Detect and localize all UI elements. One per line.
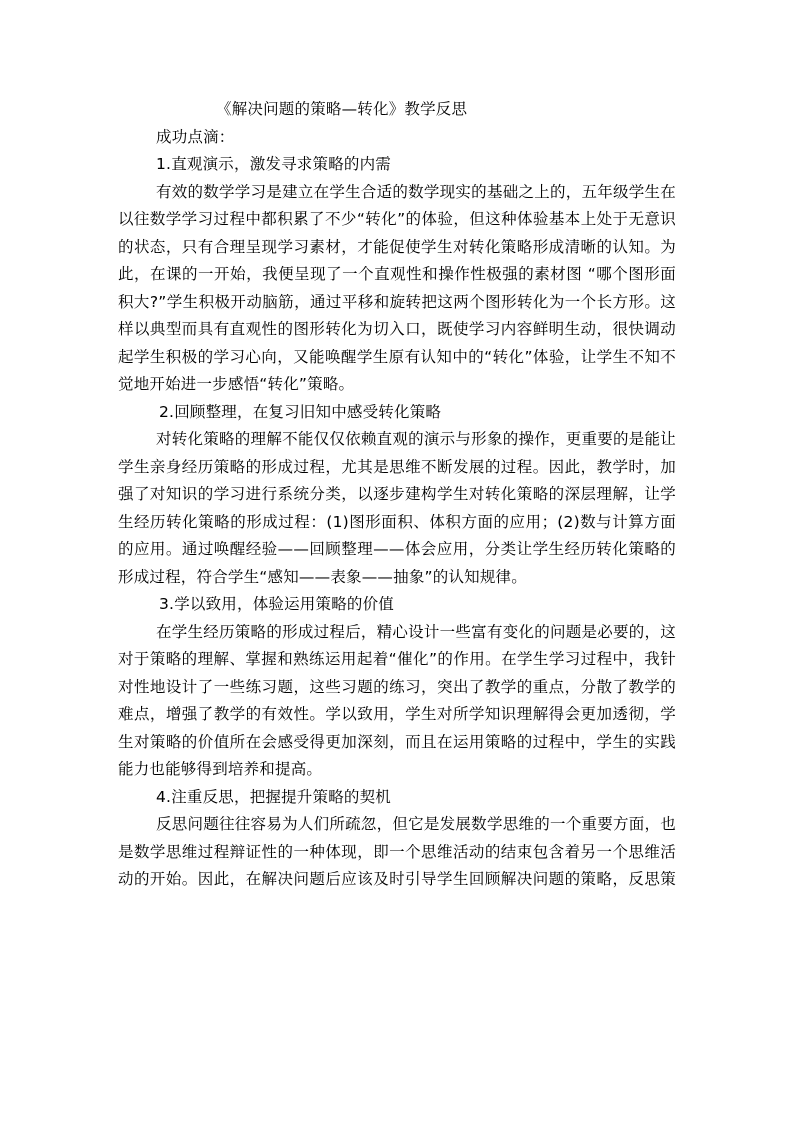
paragraph-line: 难点，增强了教学的有效性。学以致用，学生对所学知识理解得会更加透彻，学 — [118, 705, 676, 723]
document-title: 《解决问题的策略—转化》教学反思 — [216, 100, 468, 118]
intro-label: 成功点滴： — [156, 127, 235, 146]
paragraph-line: 反思问题往往容易为人们所疏忽，但它是发展数学思维的一个重要方面，也 — [156, 815, 676, 833]
paragraph-line: 此，在课的一开始，我便呈现了一个直观性和操作性极强的素材图 “哪个图形面 — [118, 265, 676, 283]
paragraph-line: 动的开始。因此，在解决问题后应该及时引导学生回顾解决问题的策略，反思策 — [118, 870, 676, 888]
paragraph-line: 的应用。通过唤醒经验——回顾整理——体会应用，分类让学生经历转化策略的 — [118, 540, 676, 558]
paragraph-line: 有效的数学学习是建立在学生合适的数学现实的基础之上的，五年级学生在 — [156, 182, 676, 201]
paragraph-line: 样以典型而具有直观性的图形转化为切入口，既使学习内容鲜明生动，很快调动 — [118, 320, 676, 338]
paragraph-line: 觉地开始进一步感悟“转化”策略。 — [118, 375, 355, 393]
paragraph-line: 形成过程，符合学生“感知——表象——抽象”的认知规律。 — [118, 567, 527, 586]
paragraph-line: 积大?”学生积极开动脑筋，通过平移和旋转把这两个图形转化为一个长方形。这 — [118, 292, 676, 311]
paragraph-line: 生对策略的价值所在会感受得更加深刻，而且在运用策略的过程中，学生的实践 — [118, 732, 676, 751]
paragraph-line: 在学生经历策略的形成过程后，精心设计一些富有变化的问题是必要的，这 — [156, 622, 676, 641]
paragraph-line: 的状态，只有合理呈现学习素材，才能促使学生对转化策略形成清晰的认知。为 — [118, 237, 676, 256]
paragraph-line: 对于策略的理解、掌握和熟练运用起着“催化”的作用。在学生学习过程中，我针 — [118, 650, 676, 668]
paragraph-line: 是数学思维过程辩证性的一种体现，即一个思维活动的结束包含着另一个思维活 — [118, 842, 676, 861]
paragraph-line: 以往数学学习过程中都积累了不少“转化”的体验，但这种体验基本上处于无意识 — [118, 210, 676, 228]
document-page — [118, 96, 676, 894]
section-heading-3: 3.学以致用，体验运用策略的价值 — [159, 595, 394, 613]
section-heading-4: 4.注重反思，把握提升策略的契机 — [156, 787, 391, 806]
paragraph-line: 起学生积极的学习心向，又能唤醒学生原有认知中的“转化”体验，让学生不知不 — [118, 347, 676, 366]
paragraph-line: 对转化策略的理解不能仅仅依赖直观的演示与形象的操作，更重要的是能让 — [156, 430, 676, 448]
paragraph-line: 强了对知识的学习进行系统分类，以逐步建构学生对转化策略的深层理解，让学 — [118, 485, 676, 503]
paragraph-line: 学生亲身经历策略的形成过程，尤其是思维不断发展的过程。因此，教学时，加 — [118, 457, 676, 476]
paragraph-line: 对性地设计了一些练习题，这些习题的练习，突出了教学的重点，分散了教学的 — [118, 677, 676, 696]
paragraph-line: 能力也能够得到培养和提高。 — [118, 760, 323, 778]
paragraph-line: 生经历转化策略的形成过程：(1)图形面积、体积方面的应用；(2)数与计算方面 — [118, 512, 676, 531]
section-heading-1: 1.直观演示，激发寻求策略的内需 — [156, 155, 391, 173]
section-heading-2: 2.回顾整理，在复习旧知中感受转化策略 — [159, 402, 442, 421]
